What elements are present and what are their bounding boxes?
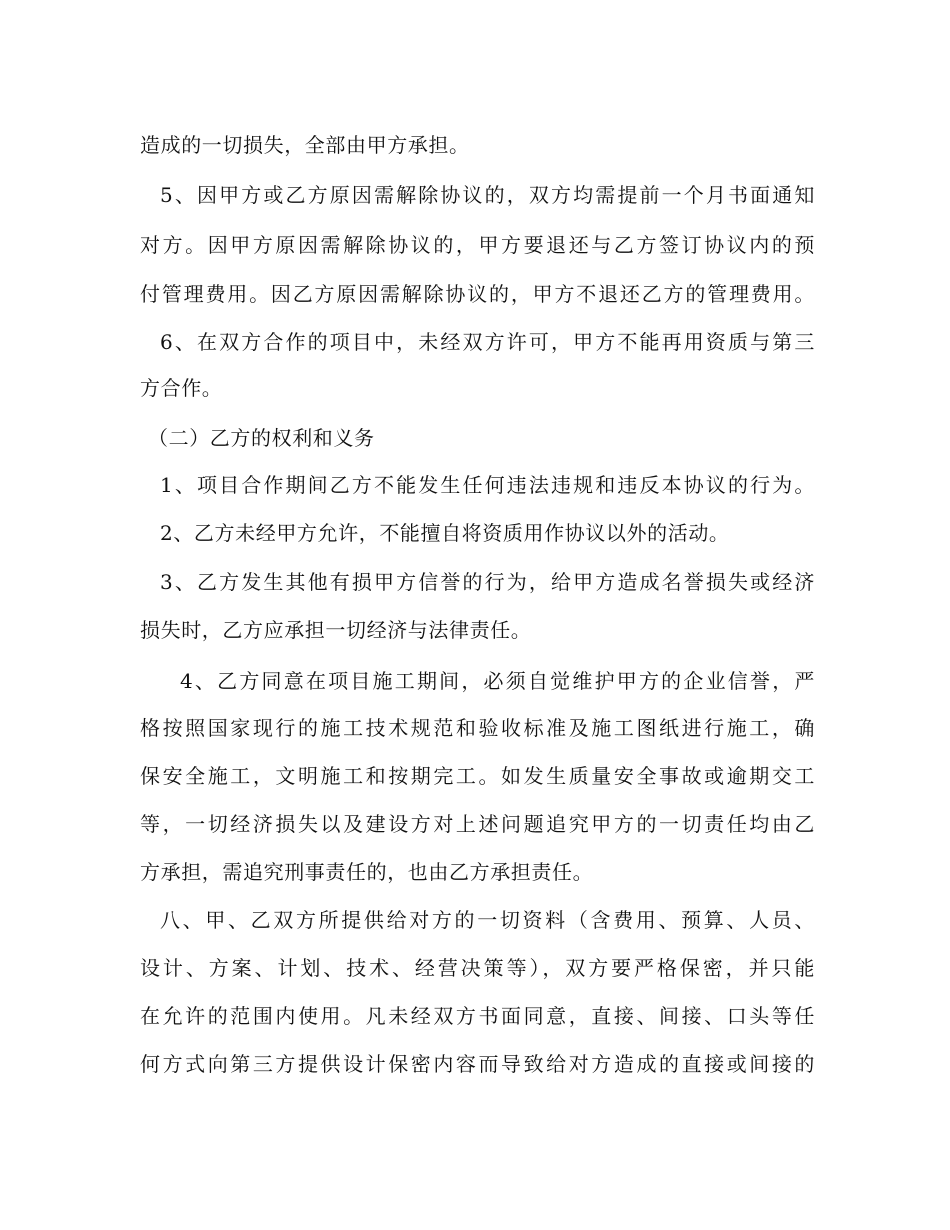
text-line: 等，一切经济损失以及建设方对上述问题追究甲方的一切责任均由乙	[140, 812, 815, 836]
text-line: 付管理费用。因乙方原因需解除协议的，甲方不退还乙方的管理费用。	[140, 282, 815, 306]
text-line: 保安全施工，文明施工和按期完工。如发生质量安全事故或逾期交工	[140, 764, 815, 788]
text-line: 在允许的范围内使用。凡未经双方书面同意，直接、间接、口头等任	[140, 1004, 815, 1028]
text-line: 方承担，需追究刑事责任的，也由乙方承担责任。	[140, 860, 594, 884]
text-line: 设计、方案、计划、技术、经营决策等），双方要严格保密，并只能	[140, 956, 815, 980]
text-line: 4、乙方同意在项目施工期间，必须自觉维护甲方的企业信誉，严	[180, 669, 815, 693]
text-line: 3、乙方发生其他有损甲方信誉的行为，给甲方造成名誉损失或经济	[160, 570, 815, 594]
text-line: 方合作。	[140, 376, 223, 400]
text-line: 5、因甲方或乙方原因需解除协议的，双方均需提前一个月书面通知	[160, 183, 815, 207]
section-heading: （二）乙方的权利和义务	[148, 426, 375, 450]
text-line: 6、在双方合作的项目中，未经双方许可，甲方不能再用资质与第三	[160, 330, 815, 354]
text-line: 损失时，乙方应承担一切经济与法律责任。	[140, 618, 532, 642]
text-line: 八、甲、乙双方所提供给对方的一切资料（含费用、预算、人员、	[160, 908, 815, 932]
text-line: 造成的一切损失，全部由甲方承担。	[140, 133, 470, 157]
text-line: 格按照国家现行的施工技术规范和验收标准及施工图纸进行施工，确	[140, 716, 815, 740]
text-line: 1、项目合作期间乙方不能发生任何违法违规和违反本协议的行为。	[160, 473, 815, 497]
text-line: 对方。因甲方原因需解除协议的，甲方要退还与乙方签订协议内的预	[140, 233, 815, 257]
text-line: 2、乙方未经甲方允许，不能擅自将资质用作协议以外的活动。	[160, 521, 730, 545]
text-line: 何方式向第三方提供设计保密内容而导致给对方造成的直接或间接的	[140, 1052, 815, 1076]
